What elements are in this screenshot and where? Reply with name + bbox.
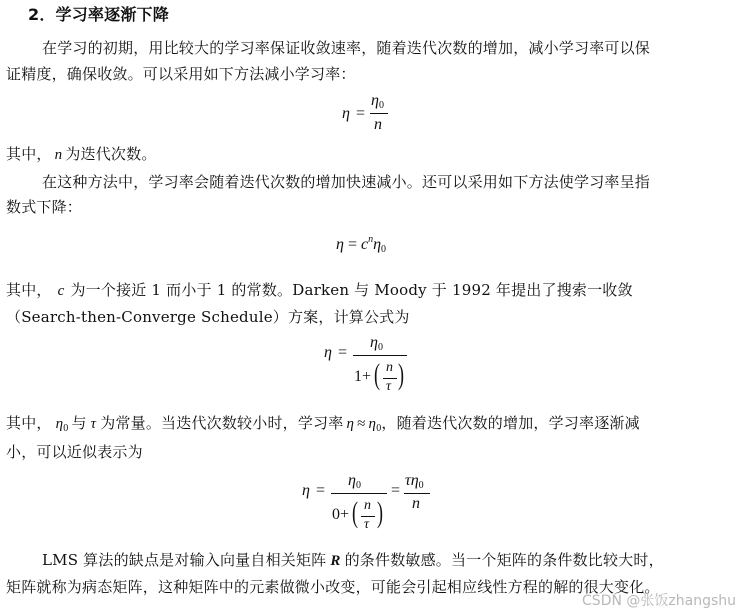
eq3-inner-denominator: τ — [386, 379, 392, 394]
eq4-numerator: $\eta_0$ — [348, 472, 361, 491]
csdn-watermark: CSDN @张饭zhangshu — [582, 593, 736, 609]
paragraph-3-line-1: 在这种方法中，学习率会随着迭代次数的增加快速减小。还可以采用如下方法使学习率呈指 — [42, 173, 651, 191]
paragraph-1-line-1: 在学习的初期，用比较大的学习率保证收敛速率，随着迭代次数的增加，减小学习率可以保 — [42, 39, 651, 57]
paragraph-5-line-2: 小，可以近似表示为 — [6, 443, 143, 461]
eq3-fraction-bar — [353, 355, 407, 356]
eq3-numerator: $\eta_0$ — [370, 334, 383, 353]
eq4-rhs-denominator: n — [412, 495, 420, 512]
eq3-inner-numerator: n — [386, 360, 393, 375]
eq1-denominator: n — [374, 116, 382, 133]
eq4-inner-numerator: n — [364, 498, 371, 513]
eq4-equals-2: = — [391, 482, 401, 499]
paragraph-4-line-1: 其中， c 为一个接近 1 而小于 1 的常数。Darken 与 Moody 于 1992 年提出了搜索一收敛 — [6, 281, 633, 299]
paragraph-1-line-2: 证精度，确保收敛。可以采用如下方法减小学习率： — [6, 65, 356, 83]
eq3-right-paren: ) — [398, 358, 404, 391]
equation-2: $\eta = c^n\eta_0$ — [336, 234, 387, 255]
eq3-left-paren: ( — [374, 358, 380, 391]
eq4-lhs: η — [302, 482, 310, 499]
eq4-equals-1: = — [316, 482, 326, 499]
eq3-den-one: 1+ — [354, 368, 372, 385]
section-heading: 2．学习率逐渐下降 — [28, 5, 169, 24]
eq3-lhs: η — [324, 344, 332, 361]
paragraph-4-line-2: （Search-then-Converge Schedule）方案，计算公式为 — [6, 308, 410, 326]
eq1-lhs: η — [342, 105, 350, 122]
eq4-rhs-bar — [404, 493, 430, 494]
paragraph-6-line-1: LMS 算法的缺点是对输入向量自相关矩阵 R 的条件数敏感。当一个矩阵的条件数比较大时， — [42, 551, 664, 569]
eq1-fraction-bar — [370, 113, 388, 114]
eq4-den-zero: 0+ — [332, 506, 350, 523]
paragraph-6-line-2: 矩阵就称为病态矩阵，这种矩阵中的元素做微小改变，可能会引起相应线性方程的解的很大变化。 — [6, 578, 660, 596]
eq4-left-paren: ( — [352, 496, 358, 529]
eq4-rhs-numerator: $\tau\eta_0$ — [405, 472, 424, 491]
eq1-numerator: $\eta_0$ — [371, 92, 384, 111]
paragraph-3-line-2: 数式下降： — [6, 198, 83, 216]
eq1-equals: = — [356, 105, 366, 122]
paragraph-5-line-1: 其中， $\eta_0$ 与 τ 为常量。当迭代次数较小时，学习率 $\eta \approx \eta_0$，随着迭代次数的增加，学习率逐渐减 — [6, 414, 640, 434]
eq4-right-paren: ) — [377, 496, 383, 529]
eq4-fraction-bar — [331, 493, 387, 494]
eq3-equals: = — [338, 344, 348, 361]
eq4-inner-denominator: τ — [364, 517, 370, 532]
paragraph-2: 其中， n 为迭代次数。 — [6, 145, 157, 163]
